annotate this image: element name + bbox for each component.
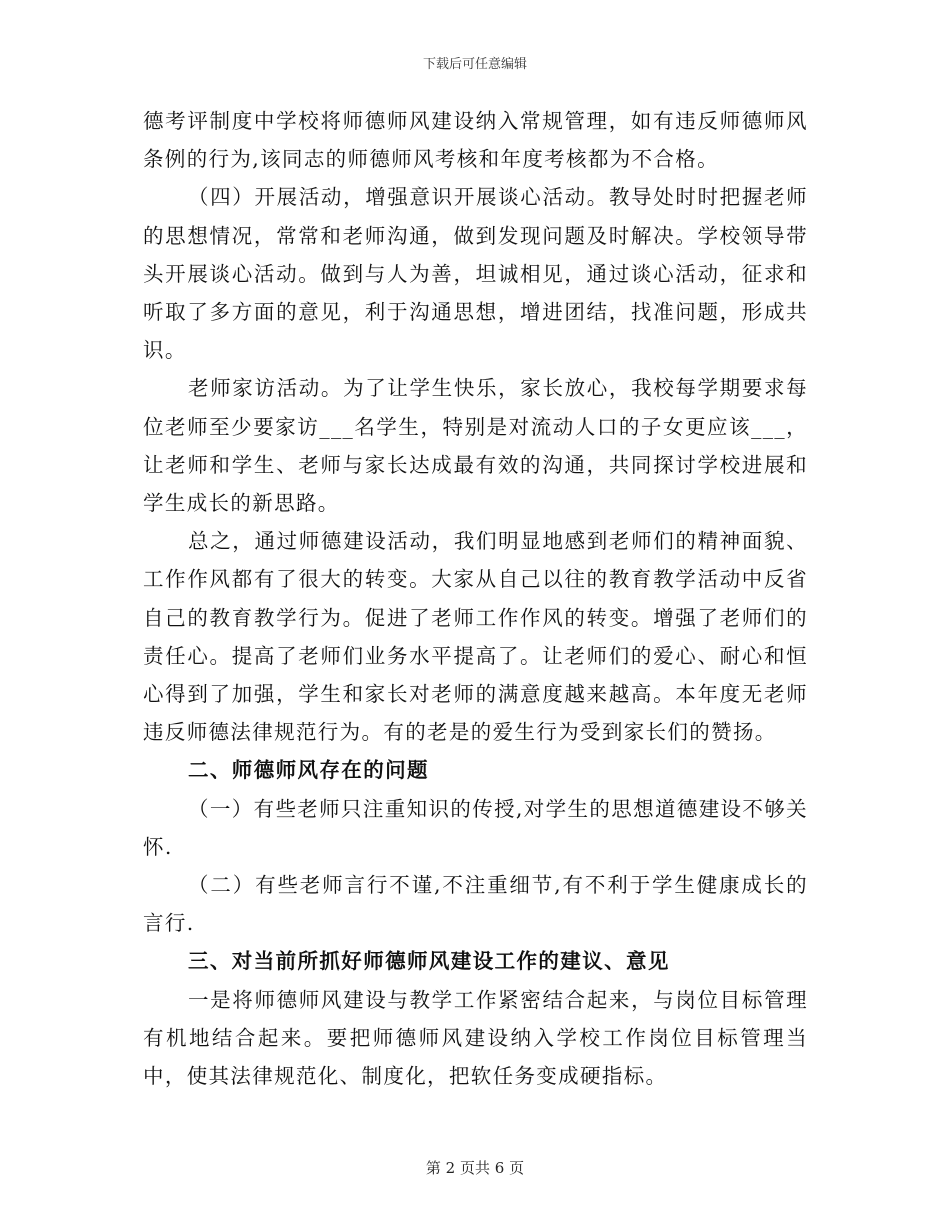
page-header: 下载后可任意编辑 bbox=[422, 57, 527, 72]
section-heading-suggestions: 三、对当前所抓好师德师风建设工作的建议、意见 bbox=[188, 949, 670, 974]
paragraph-problem-1: （一）有些老师只注重知识的传授,对学生的思想道德建设不够关怀. bbox=[143, 796, 808, 859]
paragraph-home-visits: 老师家访活动。为了让学生快乐，家长放心，我校每学期要求每位老师至少要家访___名学生，特别是对流动人口的子女更应该___，让老师和学生、老师与家长达成最有效的沟通，共同探讨学校进展和学生成长的新思路。 bbox=[143, 376, 808, 516]
paragraph-summary: 总之，通过师德建设活动，我们明显地感到老师们的精神面貌、工作作风都有了很大的转变。大家从自己以往的教育教学活动中反省自己的教育教学行为。促进了老师工作作风的转变。增强了老师们的责任心。提高了老师们业务水平提高了。让老师们的爱心、耐心和恒心得到了加强，学生和家长对老师的满意度越来越高。本年度无老师违反师德法律规范行为。有的老是的爱生行为受到家长们的赞扬。 bbox=[143, 529, 808, 745]
page-footer: 第 2 页共 6 页 bbox=[425, 1159, 525, 1177]
paragraph-activities: （四）开展活动，增强意识开展谈心活动。教导处时时把握老师的思想情况，常常和老师沟通，做到发现问题及时解决。学校领导带头开展谈心活动。做到与人为善，坦诚相见，通过谈心活动，征求和听取了多方面的意见，利于沟通思想，增进团结，找准问题，形成共识。 bbox=[143, 185, 808, 363]
paragraph-problem-2: （二）有些老师言行不谨,不注重细节,有不利于学生健康成长的言行. bbox=[143, 873, 808, 936]
document-body bbox=[143, 102, 808, 1095]
paragraph-continuation: 德考评制度中学校将师德师风建设纳入常规管理，如有违反师德师风条例的行为,该同志的师德师风考核和年度考核都为不合格。 bbox=[143, 109, 808, 172]
paragraph-suggestion-1: 一是将师德师风建设与教学工作紧密结合起来，与岗位目标管理有机地结合起来。要把师德师风建设纳入学校工作岗位目标管理当中，使其法律规范化、制度化，把软任务变成硬指标。 bbox=[143, 987, 808, 1089]
section-heading-problems: 二、师德师风存在的问题 bbox=[188, 758, 429, 783]
